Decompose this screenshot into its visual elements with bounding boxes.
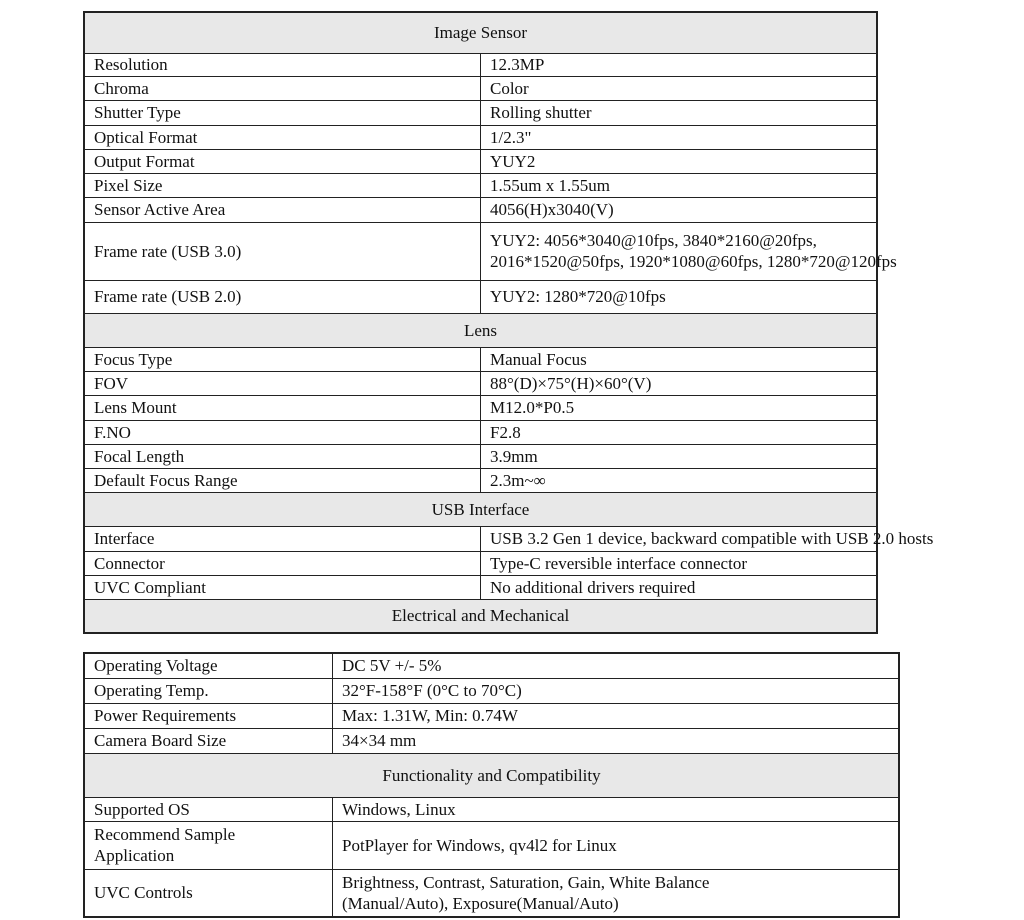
spec-value: USB 3.2 Gen 1 device, backward compatible with USB 2.0 hosts [481, 526, 878, 551]
spec-value: 2.3m~∞ [481, 468, 878, 492]
spec-value: F2.8 [481, 420, 878, 444]
spec-value: 32°F-158°F (0°C to 70°C) [333, 678, 900, 703]
section-title: Image Sensor [84, 12, 877, 53]
spec-label: Frame rate (USB 3.0) [84, 222, 481, 280]
spec-row [84, 76, 877, 100]
spec-row [84, 703, 899, 728]
spec-label: UVC Compliant [84, 575, 481, 599]
spec-row [84, 53, 877, 76]
spec-row [84, 468, 877, 492]
spec-value: No additional drivers required [481, 575, 878, 599]
spec-label: F.NO [84, 420, 481, 444]
spec-row [84, 420, 877, 444]
spec-value: Manual Focus [481, 347, 878, 371]
spec-label: Connector [84, 551, 481, 575]
section-title: Lens [84, 313, 877, 347]
spec-label: Shutter Type [84, 100, 481, 125]
spec-value: 34×34 mm [333, 728, 900, 753]
spec-value: Windows, Linux [333, 797, 900, 821]
section-header-image-sensor [84, 12, 877, 53]
spec-row [84, 100, 877, 125]
spec-value-line: YUY2: 4056*3040@10fps, 3840*2160@20fps, [490, 231, 817, 250]
spec-row [84, 371, 877, 395]
spec-row [84, 728, 899, 753]
spec-label: Operating Voltage [84, 653, 333, 678]
spec-label: Optical Format [84, 125, 481, 149]
spec-label: FOV [84, 371, 481, 395]
spec-value [333, 869, 900, 917]
spec-row [84, 197, 877, 222]
spec-row [84, 347, 877, 371]
spec-row [84, 526, 877, 551]
spec-row [84, 678, 899, 703]
spec-row [84, 797, 899, 821]
spec-label [84, 821, 333, 869]
spec-label: Focal Length [84, 444, 481, 468]
spec-label: Frame rate (USB 2.0) [84, 280, 481, 313]
spec-label: Resolution [84, 53, 481, 76]
spec-value: 1/2.3" [481, 125, 878, 149]
spec-value: 88°(D)×75°(H)×60°(V) [481, 371, 878, 395]
spec-row [84, 149, 877, 173]
spec-value: Type-C reversible interface connector [481, 551, 878, 575]
spec-value: 12.3MP [481, 53, 878, 76]
spec-row [84, 869, 899, 917]
spec-label: Lens Mount [84, 395, 481, 420]
spec-row [84, 173, 877, 197]
spec-label: Interface [84, 526, 481, 551]
spec-value: YUY2: 1280*720@10fps [481, 280, 878, 313]
spec-table-main [83, 11, 934, 634]
spec-label: Output Format [84, 149, 481, 173]
spec-label-line: Application [94, 846, 175, 865]
spec-value: Rolling shutter [481, 100, 878, 125]
spec-value: 3.9mm [481, 444, 878, 468]
spec-label: Supported OS [84, 797, 333, 821]
spec-value: 1.55um x 1.55um [481, 173, 878, 197]
spec-value: YUY2 [481, 149, 878, 173]
spec-row [84, 575, 877, 599]
spec-label: Sensor Active Area [84, 197, 481, 222]
spec-row [84, 222, 877, 280]
spec-value: M12.0*P0.5 [481, 395, 878, 420]
spec-value-line: (Manual/Auto), Exposure(Manual/Auto) [342, 893, 619, 913]
spec-table-secondary [83, 652, 900, 918]
spec-value [481, 222, 897, 280]
section-title: Electrical and Mechanical [84, 599, 877, 633]
spec-row [84, 125, 877, 149]
spec-label: Camera Board Size [84, 728, 333, 753]
spec-value-line: 2016*1520@50fps, 1920*1080@60fps, 1280*720@120fps [490, 252, 897, 271]
spec-row [84, 551, 877, 575]
section-header-lens [84, 313, 877, 347]
spec-label: Chroma [84, 76, 481, 100]
spec-label: Pixel Size [84, 173, 481, 197]
spec-value: DC 5V +/- 5% [333, 653, 900, 678]
spec-label: Power Requirements [84, 703, 333, 728]
section-title: USB Interface [84, 492, 877, 526]
section-header-electrical [84, 599, 877, 633]
spec-value: Color [481, 76, 878, 100]
spec-row [84, 653, 899, 678]
spec-row [84, 395, 877, 420]
spec-row [84, 821, 899, 869]
spec-row [84, 280, 877, 313]
spec-label: Default Focus Range [84, 468, 481, 492]
spec-label: UVC Controls [84, 869, 333, 917]
section-header-usb-interface [84, 492, 877, 526]
spec-row [84, 444, 877, 468]
spec-label: Focus Type [84, 347, 481, 371]
spec-value-line: Brightness, Contrast, Saturation, Gain, White Balance [342, 872, 710, 892]
spec-value: PotPlayer for Windows, qv4l2 for Linux [333, 821, 900, 869]
section-title: Functionality and Compatibility [84, 753, 899, 797]
spec-label-line: Recommend Sample [94, 825, 236, 844]
section-header-functionality [84, 753, 899, 797]
spec-value: 4056(H)x3040(V) [481, 197, 878, 222]
spec-value: Max: 1.31W, Min: 0.74W [333, 703, 900, 728]
spec-label: Operating Temp. [84, 678, 333, 703]
